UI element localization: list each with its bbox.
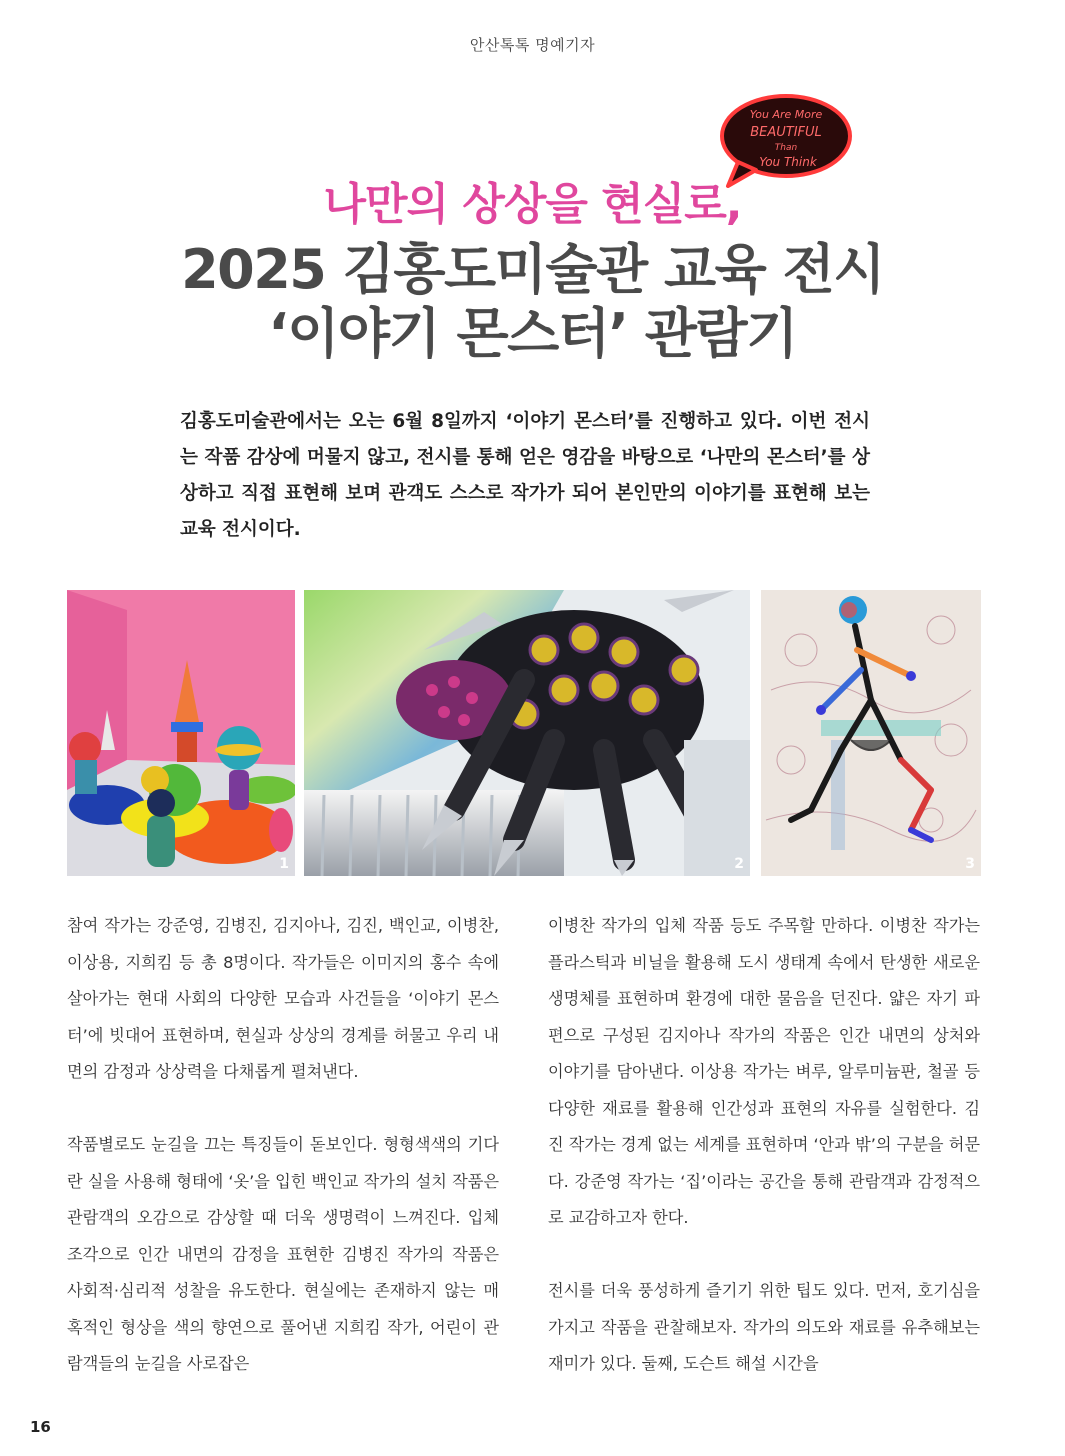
body-column-left — [67, 908, 499, 1419]
article-title-line1: 2025 김홍도미술관 교육 전시 — [181, 238, 884, 301]
photo-pink-room — [67, 590, 295, 876]
article-title — [0, 238, 1065, 366]
article-subtitle: 나만의 상상을 현실로, — [323, 179, 742, 230]
article-lede: 김홍도미술관에서는 오는 6월 8일까지 ‘이야기 몬스터’를 진행하고 있다. 이번 전시는 작품 감상에 머물지 않고, 전시를 통해 얻은 영감을 바탕으로 ‘나만의 몬스터’를 상상하고 직접 표현해 보며 관객도 스스로 작가가 되어 본인만의 이야기를 표현해 보는 교육 전시이다. — [180, 411, 870, 540]
svg-text:Than: Than — [774, 143, 798, 153]
photo-number: 3 — [965, 856, 975, 872]
photo-number: 1 — [279, 856, 289, 872]
svg-text:You Are More: You Are More — [749, 108, 823, 121]
paragraph: 이병찬 작가의 입체 작품 등도 주목할 만하다. 이병찬 작가는 플라스틱과 비닐을 활용해 도시 생태계 속에서 탄생한 새로운 생명체를 표현하며 환경에 대한 물음을 던진다. 얇은 자기 파편으로 구성된 김지아나 작가의 작품은 인간 내면의 상처와 이야기를 담아낸다. 이상용 작가는 벼루, 알루미늄판, 철골 등 다양한 재료를 활용해 인간성과 표현의 자유를 실험한다. 김진 작가는 경계 없는 세계를 표현하며 ‘안과 밖’의 구분을 허문다. 강준영 작가는 ‘집’이라는 공간을 통해 관람객과 감정적으로 교감하고자 한다. — [548, 916, 980, 1227]
section-label: 안산톡톡 명예기자 — [469, 36, 596, 54]
paragraph: 참여 작가는 강준영, 김병진, 김지아나, 김진, 백인교, 이병찬, 이상용, 지희킴 등 총 8명이다. 작가들은 이미지의 홍수 속에 살아가는 현대 사회의 다양한 모습과 사건들을 ‘이야기 몬스터’에 빗대어 표현하며, 현실과 상상의 경계를 허물고 우리 내면의 감정과 상상력을 다채롭게 펼쳐낸다. — [67, 916, 499, 1081]
svg-text:You Think: You Think — [759, 155, 817, 169]
body-column-right — [548, 908, 980, 1419]
photo-number: 2 — [734, 856, 744, 872]
paragraph: 전시를 더욱 풍성하게 즐기기 위한 팁도 있다. 먼저, 호기심을 가지고 작품을 관찰해보자. 작가의 의도와 재료를 유추해보는 재미가 있다. 둘째, 도슨트 해설 시간을 — [548, 1281, 980, 1373]
svg-text:BEAUTIFUL: BEAUTIFUL — [750, 125, 822, 140]
article-title-line2: ‘이야기 몬스터’ 관람기 — [268, 302, 797, 365]
paragraph: 작품별로도 눈길을 끄는 특징들이 돋보인다. 형형색색의 기다란 실을 사용해 형태에 ‘옷’을 입힌 백인교 작가의 설치 작품은 관람객의 오감으로 감상할 때 더욱 생명력이 느껴진다. 입체 조각으로 인간 내면의 감정을 표현한 김병진 작가의 작품은 사회적·심리적 성찰을 유도한다. 현실에는 존재하지 않는 매혹적인 형상을 색의 향연으로 풀어낸 지희킴 작가, 어린이 관람객들의 눈길을 사로잡은 — [67, 1135, 499, 1373]
page-number: 16 — [30, 1418, 51, 1436]
photo-figure-drawing — [761, 590, 981, 876]
photo-balloon-monster — [304, 590, 750, 876]
